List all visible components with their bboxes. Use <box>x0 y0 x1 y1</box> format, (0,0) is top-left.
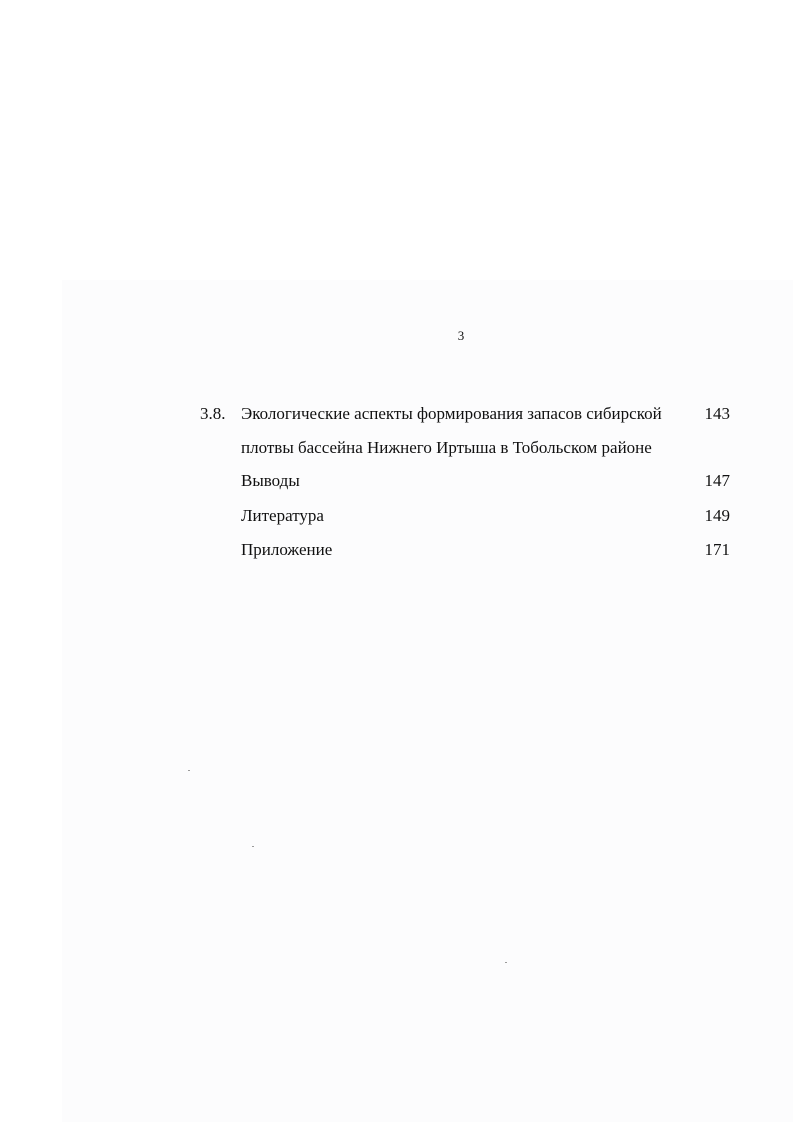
toc-entry-title-line: Экологические аспекты формирования запасов сибирской <box>241 404 662 423</box>
toc-entry-title-line: Выводы <box>241 471 300 490</box>
toc-entry-page: 143 <box>704 404 730 423</box>
toc-entry-page: 147 <box>704 471 730 490</box>
toc-entry-number: 3.8. <box>200 404 226 423</box>
toc-entry-page: 171 <box>704 540 730 559</box>
toc-entry-title-line: Литература <box>241 506 324 525</box>
toc-entry-title-line: Приложение <box>241 540 333 559</box>
page-number: 3 <box>457 328 465 343</box>
toc-entry-page: 149 <box>704 506 730 525</box>
toc-entry-title-line: плотвы бассейна Нижнего Иртыша в Тобольском районе <box>241 438 652 457</box>
